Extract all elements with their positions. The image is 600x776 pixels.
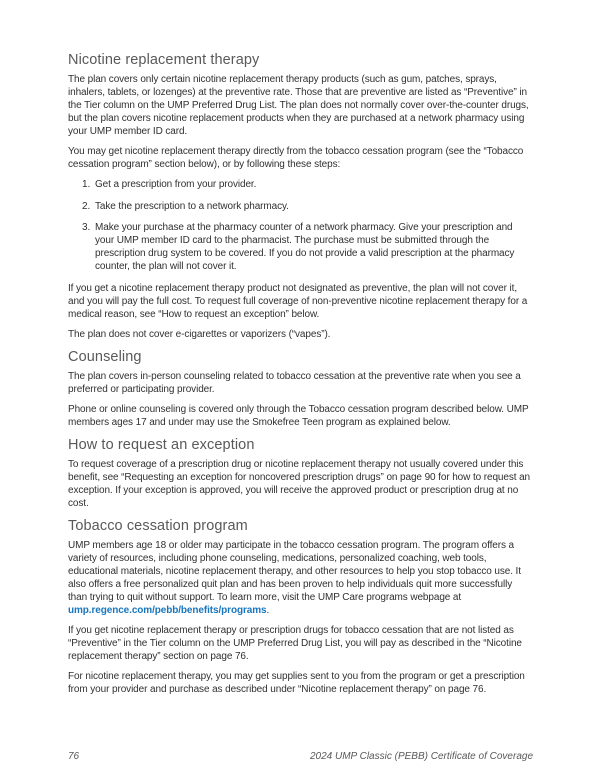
- paragraph-tobacco-not-listed: If you get nicotine replacement therapy or prescription drugs for tobacco cessation that are not listed as “Preventive” in the Tier column on the UMP Preferred Drug List, you will pay as described in the “Nicotine replacement therapy” section on page 76.: [68, 624, 522, 662]
- paragraph-counseling-inperson: The plan covers in-person counseling related to tobacco cessation at the preventive rate when you see a preferred or participating provider.: [68, 370, 521, 395]
- list-item: [68, 221, 533, 273]
- list-item-number: 2.: [82, 200, 91, 212]
- list-item-number: 3.: [82, 222, 91, 233]
- numbered-steps-list: [68, 178, 533, 273]
- section-heading-counseling: Counseling: [68, 348, 142, 365]
- list-item-number: 1.: [82, 179, 91, 190]
- paragraph-text-after-link: .: [266, 604, 270, 616]
- section-heading-how-to-request-exception: How to request an exception: [68, 436, 255, 453]
- footer-doc-title: 2024 UMP Classic (PEBB) Certificate of Coverage: [309, 751, 533, 762]
- footer-page-number: 76: [68, 751, 80, 762]
- list-item-text: Take the prescription to a network pharmacy.: [95, 200, 289, 212]
- paragraph-tobacco-supplies: For nicotine replacement therapy, you may get supplies sent to you from the program or get a prescription from your provider and purchase as described under “Nicotine replacement therapy” on page 76.: [68, 670, 525, 695]
- paragraph-nicotine-coverage: The plan covers only certain nicotine replacement therapy products (such as gum, patches, sprays, inhalers, tablets, or lozenges) at the preventive rate. Those that are preventive are listed as “Preventive” in the Tier column on the UMP Preferred Drug List. The plan does not normally cover over-the-counter drugs, but the plan covers nicotine replacement products when they are purchased at a network pharmacy using your UMP member ID card.: [68, 74, 529, 137]
- paragraph-exception: To request coverage of a prescription drug or nicotine replacement therapy not usually covered under this benefit, see “Requesting an exception for noncovered prescription drugs” on page 90 for how to request an exception. If your exception is approved, you will receive the approved product or prescription drug at no cost.: [68, 458, 531, 509]
- section-heading-nicotine-replacement-therapy: Nicotine replacement therapy: [68, 52, 260, 68]
- programs-webpage-link[interactable]: ump.regence.com/pebb/benefits/programs: [68, 604, 267, 616]
- list-item-text: Get a prescription from your provider.: [95, 179, 257, 190]
- paragraph-counseling-phone: Phone or online counseling is covered only through the Tobacco cessation program described below. UMP members ages 17 and under may use the Smokefree Teen program as explained below.: [68, 403, 529, 428]
- paragraph-tobacco-program: [68, 539, 533, 617]
- list-item: [68, 178, 533, 191]
- paragraph-text-before-link: UMP members age 18 or older may participate in the tobacco cessation program. The program offers a variety of resources, including phone counseling, medications, personalized coaching, web tools, educational materials, nicotine replacement therapy, and other resources to help you stop tobacco use. It also offers a free personalized quit plan and has been proven to help individuals quit more successfully than trying to quit without support. To learn more, visit the UMP Care programs webpage at: [68, 539, 521, 603]
- paragraph-non-preventive: If you get a nicotine replacement therapy product not designated as preventive, the plan will not cover it, and you will pay the full cost. To request full coverage of non-preventive nicotine replacement therapy for a medical reason, see “How to request an exception” below.: [68, 282, 528, 320]
- list-item: [68, 200, 533, 213]
- section-heading-tobacco-cessation-program: Tobacco cessation program: [68, 517, 248, 534]
- page-footer: [68, 751, 533, 762]
- paragraph-nicotine-how-to-get: You may get nicotine replacement therapy directly from the tobacco cessation program (see the “Tobacco cessation program” section below), or by following these steps:: [68, 146, 524, 170]
- list-item-text: Make your purchase at the pharmacy counter of a network pharmacy. Give your prescription and your UMP member ID card to the pharmacist. The purchase must be submitted through the prescription drug system to be covered. If you do not provide a valid prescription at the pharmacy counter, the plan will not cover it.: [95, 222, 515, 272]
- paragraph-no-vapes: The plan does not cover e-cigarettes or vaporizers (“vapes”).: [68, 328, 331, 340]
